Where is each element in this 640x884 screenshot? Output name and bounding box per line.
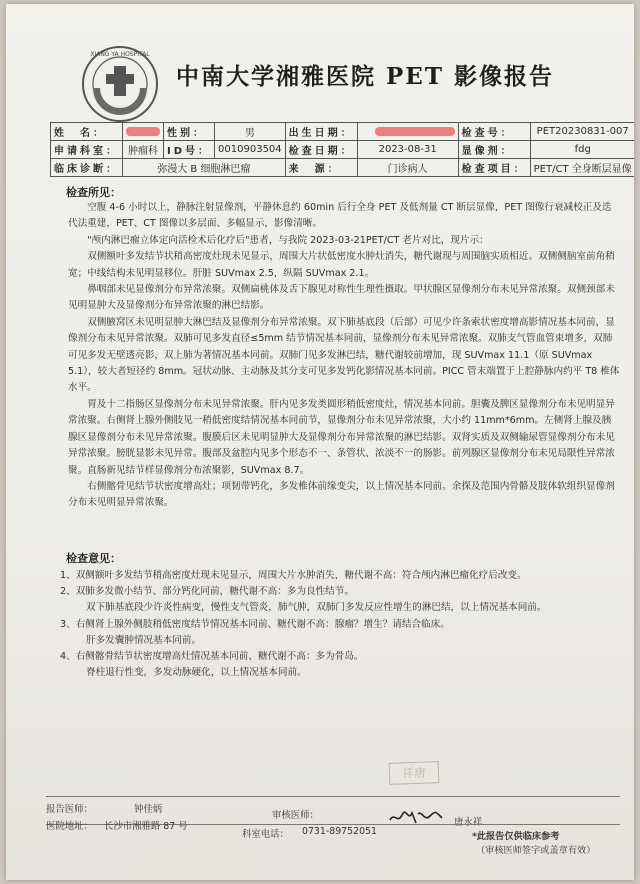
impression-item: 3、右侧肾上腺外侧肢稍低密度结节情况基本同前、糖代谢不高：腺瘤？增生？请结合临床。 <box>60 618 450 630</box>
exam-no-value: PET20230831-007 <box>530 123 634 141</box>
impression-item: 2、双肺多发微小结节、部分钙化同前，糖代谢不高：多为良性结节。 <box>60 586 354 598</box>
findings-paragraph: 胃及十二指肠区显像剂分布未见异常浓聚。肝内见多发类圆形稍低密度灶，情况基本同前。胆囊及脾区显像剂分布未见明显异常浓聚。右侧肾上腺外侧肢见一稍低密度结情况基本同前节，显像剂分布未见异常浓聚，大小约 11mm*6mm。左侧肾上腺及胰腺区显像剂分布未见异常浓聚。腹膜后区未见明显肿大及显像剂分布异常浓聚的淋巴结影。双肾实质及双侧输尿管显像剂分布未见异常浓聚。膀胱显影未见异常。腹部及盆腔内见多个形态不一、条管状、浓淡不一的肠影。前列腺区显像剂分布未见局限性异常浓聚。直肠新见结节样显像剂分布浓聚影，SUVmax 8.7。 <box>68 398 615 476</box>
phone-value: 0731-89752051 <box>302 826 377 837</box>
doctor-name: 钟佳炳 <box>134 804 163 815</box>
agent-value: fdg <box>530 141 634 159</box>
findings-paragraph: "颅内淋巴瘤立体定向活检术后化疗后"患者，与我院 2023-03-21PET/CT 老片对比，现片示： <box>87 234 489 246</box>
report-title: 中南大学湘雅医院 PET 影像报告 <box>176 63 554 90</box>
impression-item: 4、右侧髂骨结节状密度增高灶情况基本同前、糖代谢不高：多为骨岛。 <box>60 651 364 663</box>
diagnosis-label: 临床诊断： <box>51 159 123 177</box>
impression-item: 1、双侧额叶多发结节稍高密度灶现未见显示，周围大片水肿消失，糖代谢不高：符合颅内淋巴瘤化疗后改变。 <box>60 570 527 581</box>
seal-stamp <box>389 761 440 785</box>
reviewer-label: 审核医师： <box>272 810 319 821</box>
stamp-text: 祥唐 <box>401 765 427 781</box>
agent-label: 显像剂： <box>458 141 530 159</box>
exam-date-value: 2023-08-31 <box>357 141 458 159</box>
report-sheet <box>6 4 634 880</box>
impression-subitem: 双下肺基底段少许炎性病变，慢性支气管炎，肺气肿，双肺门多发反应性增生的淋巴结，以上情况基本同前。 <box>86 602 547 614</box>
findings-paragraph: 双侧腋窝区未见明显肿大淋巴结及显像剂分布异常浓聚。双下肺基底段（后部）可见少许条索状密度增高影情况基本同前，显像剂分布未见异常浓聚。双肺可见多发直径≤5mm 结节情况基本同前，显像剂分布未见异常浓聚。双肺支气管血管束增多，双肺可见多发无壁透亮影，双上肺为著情况基本同前。双肺门见多发淋巴结，糖代谢较前增加，现 SUVmax 11.1（原 SUVmax 5.1），较大者短径约 8mm。冠状动脉、主动脉及其分支可见多发钙化影情况基本同前。PICC 管末端置于上腔静脉内约平 T8 椎体水平。 <box>68 316 620 394</box>
findings-body <box>68 200 620 512</box>
xiangya-hospital-logo <box>80 44 160 124</box>
gender-label: 性别： <box>164 123 215 141</box>
dept-label: 申请科室： <box>51 141 123 159</box>
phone-label: 科室电话： <box>242 829 289 840</box>
findings-paragraph: 右侧髂骨见结节状密度增高灶；项韧带钙化，多发椎体前缘变尖，以上情况基本同前。余探及范围内骨骼及肢体软组织显像剂分布未见明显异常浓聚。 <box>68 480 615 509</box>
dob-label: 出生日期： <box>285 123 357 141</box>
patient-name-redacted <box>123 123 164 141</box>
source-value: 门诊病人 <box>357 159 458 177</box>
disclaimer-line-2: （审核医师签字或盖章有效） <box>476 845 596 856</box>
id-value: 0010903504 <box>215 141 286 159</box>
reviewer-name: 唐永祥 <box>454 817 483 828</box>
exam-date-label: 检查日期： <box>285 141 357 159</box>
disclaimer <box>472 828 595 856</box>
item-value: PET/CT 全身断层显像 <box>530 159 634 177</box>
dob-redacted <box>357 123 458 141</box>
footer-divider <box>46 796 620 797</box>
gender-value: 男 <box>215 123 286 141</box>
item-label: 检查项目： <box>458 159 530 177</box>
impression-body <box>60 568 620 681</box>
findings-paragraph: 双侧额叶多发结节状稍高密度灶现未见显示，周围大片状低密度水肿灶消失，糖代谢现与周围脑实质相近。双侧侧脑室前角稍宽；中线结构未见明显移位。肝脏 SUVmax 2.5，纵隔 SUVmax 2.1。 <box>68 251 615 279</box>
address-label: 医院地址： <box>46 821 93 832</box>
doctor-label: 报告医师： <box>46 804 93 815</box>
dept-value: 肿瘤科 <box>123 141 164 159</box>
impression-heading: 检查意见： <box>66 552 121 565</box>
address-value: 长沙市湘雅路 87 号 <box>104 821 188 832</box>
name-label: 姓 名： <box>51 123 123 141</box>
findings-heading: 检查所见： <box>66 186 121 199</box>
findings-paragraph: 鼻咽部未见显像剂分布异常浓聚。双侧扁桃体及舌下腺见对称性生理性摄取。甲状腺区显像剂分布未见异常浓聚。双侧颈部未见明显肿大及显像剂分布异常浓聚的淋巴结影。 <box>68 284 615 312</box>
exam-no-label: 检查号： <box>458 123 530 141</box>
source-label: 来 源： <box>285 159 357 177</box>
diagnosis-value: 弥漫大 B 细胞淋巴瘤 <box>123 159 286 177</box>
disclaimer-line-1: *此报告仅供临床参考 <box>472 831 560 842</box>
id-label: ID号： <box>164 141 215 159</box>
impression-subitem: 肝多发囊肿情况基本同前。 <box>86 634 202 646</box>
patient-info-table <box>50 122 634 177</box>
findings-paragraph: 空腹 4-6 小时以上，静脉注射显像剂，平静休息约 60min 后行全身 PET 及低剂量 CT 断层显像，PET 图像行衰减校正及迭代法重建，PET、CT 图像以多层面、多幅显示，影像清晰。 <box>68 202 612 230</box>
svg-text:XIANG YA HOSPITAL: XIANG YA HOSPITAL <box>90 51 150 58</box>
impression-subitem: 脊柱退行性变，多发动脉硬化，以上情况基本同前。 <box>86 667 307 679</box>
